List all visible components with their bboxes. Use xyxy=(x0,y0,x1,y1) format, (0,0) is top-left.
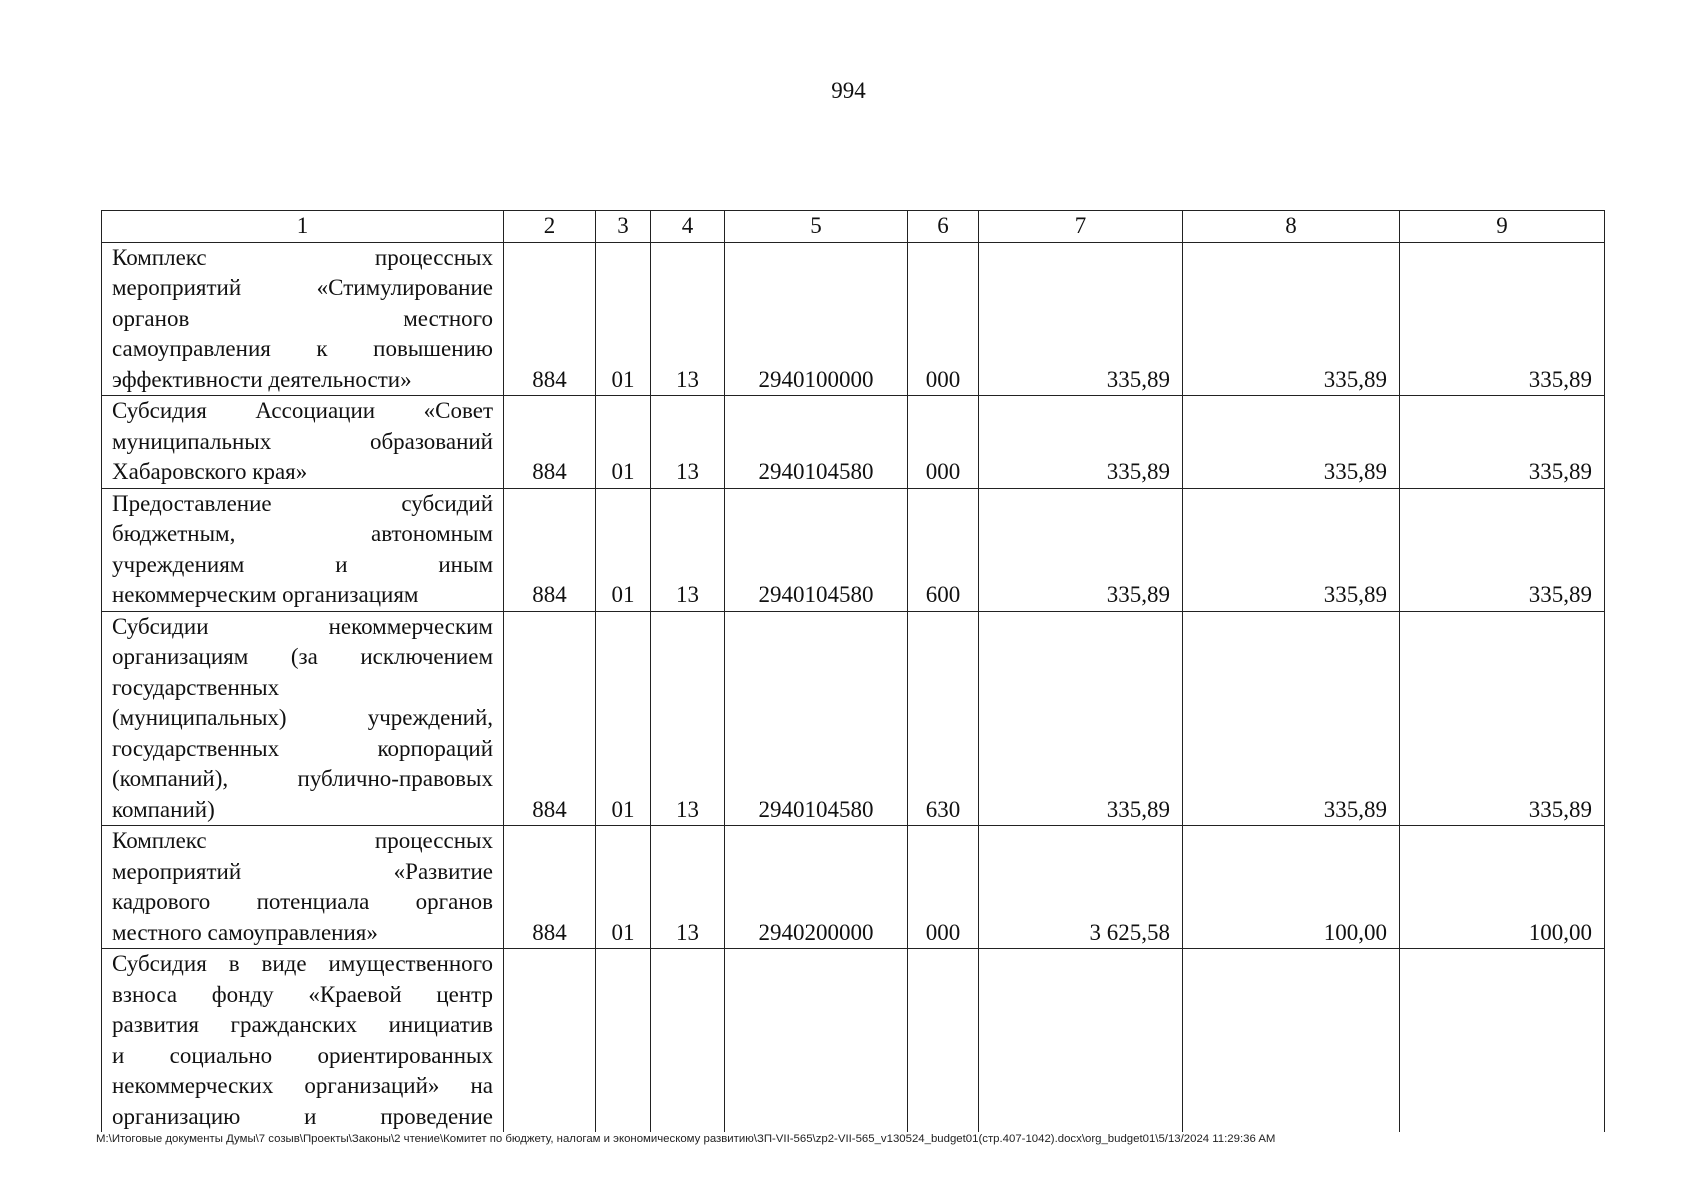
target-article-cell: 2940200000 xyxy=(725,826,908,949)
column-header: 1 xyxy=(102,211,504,243)
amount-cell: 3 625,58 xyxy=(979,826,1183,949)
admin-code-cell: 884 xyxy=(504,826,596,949)
item-name-line: мероприятий «Развитие xyxy=(112,858,493,884)
subsection-cell: 13 xyxy=(651,242,725,396)
header-row xyxy=(102,211,1605,243)
subsection-cell: 13 xyxy=(651,611,725,826)
item-name-line: (компаний), публично-правовых xyxy=(112,766,493,791)
item-name-line: некоммерческим организациям xyxy=(112,582,419,607)
amount-cell: 335,89 xyxy=(1400,611,1605,826)
expense-type-cell: 000 xyxy=(908,826,979,949)
subsection-cell xyxy=(651,949,725,1133)
amount-cell: 335,89 xyxy=(1400,242,1605,396)
amount-cell: 335,89 xyxy=(979,611,1183,826)
column-header: 3 xyxy=(596,211,651,243)
item-name-line: учреждениям и иным xyxy=(112,551,493,577)
expense-type-cell: 630 xyxy=(908,611,979,826)
amount-cell: 335,89 xyxy=(979,396,1183,489)
column-header: 5 xyxy=(725,211,908,243)
amount-cell: 335,89 xyxy=(1183,611,1400,826)
item-name-line: государственных корпораций xyxy=(112,735,493,761)
expense-type-cell xyxy=(908,949,979,1133)
item-name-cell xyxy=(102,949,504,1133)
item-name-cell xyxy=(102,242,504,396)
admin-code-cell xyxy=(504,949,596,1133)
table-row xyxy=(102,242,1605,396)
target-article-cell xyxy=(725,949,908,1133)
amount-cell xyxy=(1400,949,1605,1133)
expense-type-cell: 600 xyxy=(908,488,979,611)
amount-cell: 335,89 xyxy=(979,242,1183,396)
table-row xyxy=(102,826,1605,949)
admin-code-cell: 884 xyxy=(504,611,596,826)
section-cell: 01 xyxy=(596,826,651,949)
item-name-cell xyxy=(102,826,504,949)
item-name-line: муниципальных образований xyxy=(112,428,493,454)
amount-cell: 335,89 xyxy=(1183,488,1400,611)
amount-cell: 335,89 xyxy=(979,488,1183,611)
column-header: 8 xyxy=(1183,211,1400,243)
item-name-line: компаний) xyxy=(112,796,215,822)
admin-code-cell: 884 xyxy=(504,242,596,396)
table-header xyxy=(102,211,1605,243)
item-name-line: Субсидия Ассоциации «Совет xyxy=(112,398,493,423)
item-name-line: организациям (за исключением xyxy=(112,644,493,669)
section-cell xyxy=(596,949,651,1133)
section-cell: 01 xyxy=(596,611,651,826)
item-name-line: самоуправления к повышению xyxy=(112,336,493,361)
budget-table xyxy=(101,210,1605,1132)
column-header: 9 xyxy=(1400,211,1605,243)
item-name-line: Субсидия в виде имущественного xyxy=(112,951,493,976)
file-path-footer: M:\Итоговые документы Думы\7 созыв\Проекты\Законы\2 чтение\Комитет по бюджету, налогам и экономическому развитию\ЗП-VII-565\zp2-VII-565_v130524_budget01(стр.407-1042).docx\org_budget01\5/13/2024 11:29:36 AM xyxy=(96,1133,1276,1145)
target-article-cell: 2940100000 xyxy=(725,242,908,396)
subsection-cell: 13 xyxy=(651,826,725,949)
subsection-cell: 13 xyxy=(651,488,725,611)
item-name-line: и социально ориентированных xyxy=(112,1042,493,1068)
item-name-cell xyxy=(102,396,504,489)
admin-code-cell: 884 xyxy=(504,488,596,611)
table-row xyxy=(102,396,1605,489)
item-name-line: мероприятий «Стимулирование xyxy=(112,275,493,300)
amount-cell xyxy=(1183,949,1400,1133)
item-name-line: местного самоуправления» xyxy=(112,919,378,945)
item-name-line: (муниципальных) учреждений, xyxy=(112,705,493,730)
page-number: 994 xyxy=(831,78,866,103)
item-name-line: органов местного xyxy=(112,305,493,331)
item-name-line: некоммерческих организаций» на xyxy=(112,1073,493,1098)
item-name-line: бюджетным, автономным xyxy=(112,521,493,546)
item-name-line: развития гражданских инициатив xyxy=(112,1012,493,1037)
item-name-line: Комплекс процессных xyxy=(112,828,493,853)
amount-cell: 100,00 xyxy=(1400,826,1605,949)
amount-cell: 100,00 xyxy=(1183,826,1400,949)
section-cell: 01 xyxy=(596,242,651,396)
item-name-line: государственных xyxy=(112,674,280,700)
column-header: 7 xyxy=(979,211,1183,243)
item-name-line: кадрового потенциала органов xyxy=(112,889,493,914)
target-article-cell: 2940104580 xyxy=(725,488,908,611)
admin-code-cell: 884 xyxy=(504,396,596,489)
target-article-cell: 2940104580 xyxy=(725,396,908,489)
column-header: 6 xyxy=(908,211,979,243)
subsection-cell: 13 xyxy=(651,396,725,489)
column-header: 4 xyxy=(651,211,725,243)
amount-cell: 335,89 xyxy=(1400,488,1605,611)
item-name-line: Субсидии некоммерческим xyxy=(112,613,493,639)
amount-cell xyxy=(979,949,1183,1133)
amount-cell: 335,89 xyxy=(1400,396,1605,489)
section-cell: 01 xyxy=(596,396,651,489)
item-name-line: взноса фонду «Краевой центр xyxy=(112,981,493,1007)
item-name-line: эффективности деятельности» xyxy=(112,366,412,392)
item-name-cell xyxy=(102,488,504,611)
column-header: 2 xyxy=(504,211,596,243)
item-name-line: Предоставление субсидий xyxy=(112,490,493,516)
item-name-cell xyxy=(102,611,504,826)
expense-type-cell: 000 xyxy=(908,242,979,396)
section-cell: 01 xyxy=(596,488,651,611)
target-article-cell: 2940104580 xyxy=(725,611,908,826)
amount-cell: 335,89 xyxy=(1183,242,1400,396)
item-name-line: Комплекс процессных xyxy=(112,244,493,270)
amount-cell: 335,89 xyxy=(1183,396,1400,489)
table-row xyxy=(102,488,1605,611)
table-body xyxy=(102,242,1605,1132)
expense-type-cell: 000 xyxy=(908,396,979,489)
table-row xyxy=(102,949,1605,1133)
table-row xyxy=(102,611,1605,826)
item-name-line: Хабаровского края» xyxy=(112,459,308,484)
item-name-line: организацию и проведение xyxy=(112,1103,493,1129)
